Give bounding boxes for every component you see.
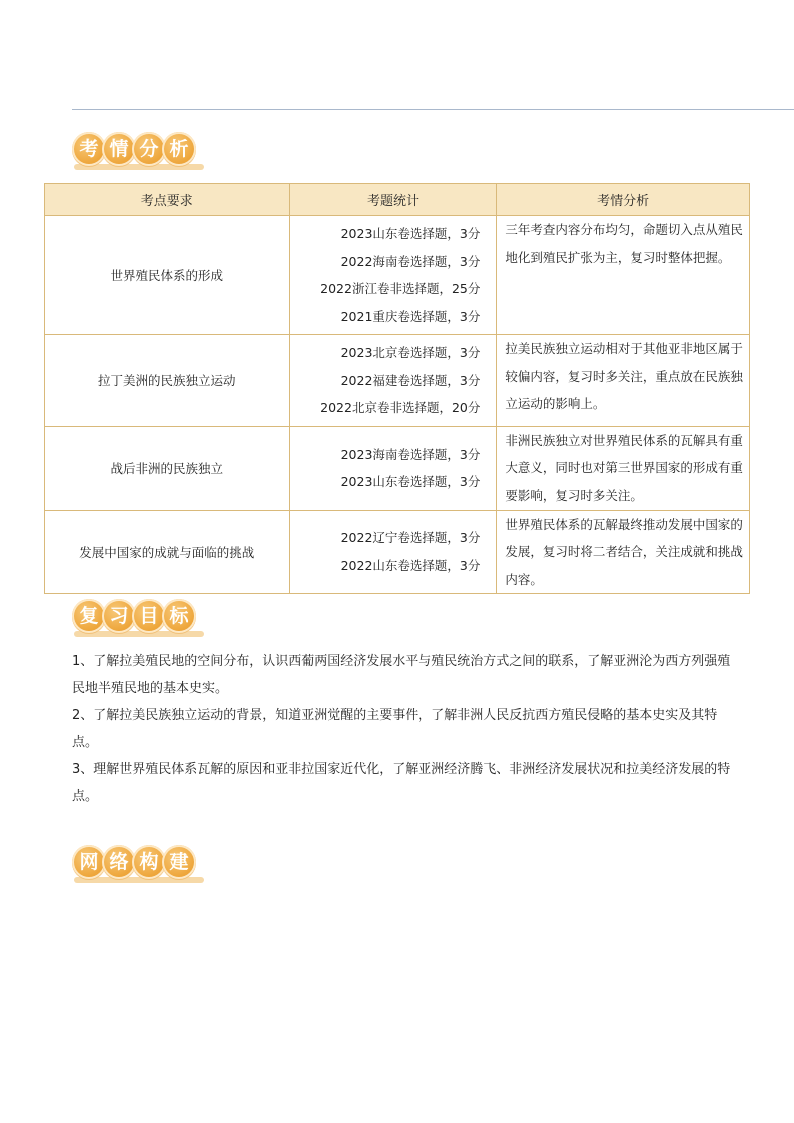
stat-line: 2023北京卷选择题，3分 [340, 345, 481, 360]
table-row [45, 426, 750, 510]
badge-char: 构 [132, 845, 166, 879]
stats-cell [289, 426, 497, 510]
stat-line: 2022海南卷选择题，3分 [340, 253, 481, 269]
stat-line: 2023山东卷选择题，3分 [340, 474, 481, 489]
review-goals [72, 648, 732, 810]
section-title-analysis [72, 127, 192, 171]
stat-line: 2023海南卷选择题，3分 [340, 446, 481, 462]
column-header: 考点要求 [45, 184, 290, 216]
table-row [45, 335, 750, 427]
table-row [45, 510, 750, 594]
stat-line: 2022山东卷选择题，3分 [340, 557, 481, 573]
table-header-row [45, 184, 750, 216]
requirement-cell: 拉丁美洲的民族独立运动 [45, 335, 290, 427]
requirement-cell: 战后非洲的民族独立 [45, 426, 290, 510]
header-rule [72, 109, 794, 110]
analysis-cell: 拉美民族独立运动相对于其他亚非地区属于较偏内容，复习时多关注，重点放在民族独立运动的影响上。 [497, 335, 750, 427]
column-header: 考题统计 [289, 184, 497, 216]
badge-char: 网 [72, 845, 106, 879]
goal-item: 2、了解拉美民族独立运动的背景，知道亚洲觉醒的主要事件，了解非洲人民反抗西方殖民侵略的基本史实及其特点。 [72, 708, 718, 750]
stats-cell [289, 510, 497, 594]
stat-line: 2021重庆卷选择题，3分 [340, 308, 481, 324]
column-header: 考情分析 [497, 184, 750, 216]
goal-item: 3、理解世界殖民体系瓦解的原因和亚非拉国家近代化，了解亚洲经济腾飞、非洲经济发展状况和拉美经济发展的特点。 [72, 762, 731, 804]
stats-cell [289, 216, 497, 335]
analysis-cell: 世界殖民体系的瓦解最终推动发展中国家的发展，复习时将二者结合，关注成就和挑战内容。 [497, 510, 750, 594]
badge-char: 络 [102, 845, 136, 879]
badge-char: 分 [132, 132, 166, 166]
stats-cell [289, 335, 497, 427]
badge-char: 复 [72, 599, 106, 633]
stat-line: 2022浙江卷非选择题，25分 [320, 281, 481, 296]
exam-analysis-table [44, 183, 750, 594]
requirement-cell: 发展中国家的成就与面临的挑战 [45, 510, 290, 594]
stat-line: 2022北京卷非选择题，20分 [320, 400, 481, 415]
stat-line: 2023山东卷选择题，3分 [340, 226, 481, 241]
badge-char: 标 [162, 599, 196, 633]
badge-char: 目 [132, 599, 166, 633]
analysis-cell: 非洲民族独立对世界殖民体系的瓦解具有重大意义，同时也对第三世界国家的形成有重要影响，复习时多关注。 [497, 426, 750, 510]
badge-char: 情 [102, 132, 136, 166]
requirement-cell: 世界殖民体系的形成 [45, 216, 290, 335]
analysis-cell: 三年考查内容分布均匀，命题切入点从殖民地化到殖民扩张为主，复习时整体把握。 [497, 216, 750, 335]
stat-line: 2022辽宁卷选择题，3分 [340, 530, 481, 546]
section-title-goals [72, 594, 192, 638]
badge-char: 建 [162, 845, 196, 879]
badge-char: 析 [162, 132, 196, 166]
section-title-network [72, 840, 192, 884]
goal-item: 1、了解拉美殖民地的空间分布，认识西葡两国经济发展水平与殖民统治方式之间的联系，了解亚洲沦为西方列强殖民地半殖民地的基本史实。 [72, 654, 731, 696]
badge-char: 习 [102, 599, 136, 633]
stat-line: 2022福建卷选择题，3分 [340, 372, 481, 388]
table-row [45, 216, 750, 335]
badge-char: 考 [72, 132, 106, 166]
